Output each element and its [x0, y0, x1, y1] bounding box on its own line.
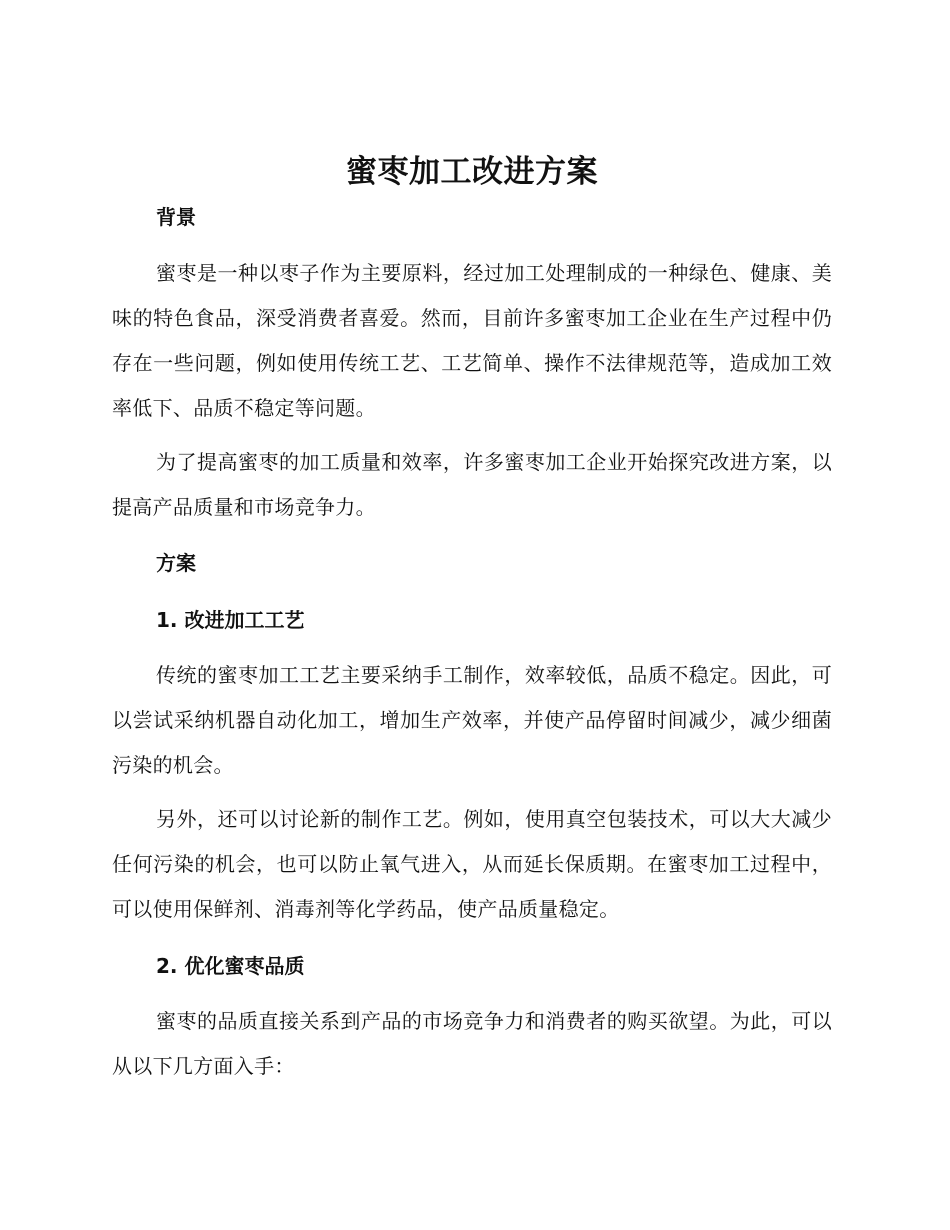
paragraph-improve-process-2: 另外，还可以讨论新的制作工艺。例如，使用真空包装技术，可以大大减少任何污染的机会，也可以防止氧气进入，从而延长保质期。在蜜枣加工过程中，可以使用保鲜剂、消毒剂等化学药品，使产品质量稳定。 [112, 807, 832, 921]
document-page [112, 146, 832, 1089]
subsection-heading-optimize-quality: 2. 优化蜜枣品质 [156, 954, 305, 978]
paragraph-improve-process-1: 传统的蜜枣加工工艺主要采纳手工制作，效率较低，品质不稳定。因此，可以尝试采纳机器自动化加工，增加生产效率，并使产品停留时间减少，减少细菌污染的机会。 [112, 663, 832, 777]
section-heading-background: 背景 [156, 205, 196, 229]
document-title: 蜜枣加工改进方案 [346, 154, 598, 190]
paragraph-background-1: 蜜枣是一种以枣子作为主要原料，经过加工处理制成的一种绿色、健康、美味的特色食品，深受消费者喜爱。然而，目前许多蜜枣加工企业在生产过程中仍存在一些问题，例如使用传统工艺、工艺简单、操作不法律规范等，造成加工效率低下、品质不稳定等问题。 [112, 261, 832, 420]
paragraph-optimize-quality-1: 蜜枣的品质直接关系到产品的市场竞争力和消费者的购买欲望。为此，可以从以下几方面入手： [112, 1009, 832, 1078]
paragraph-background-2: 为了提高蜜枣的加工质量和效率，许多蜜枣加工企业开始探究改进方案，以提高产品质量和市场竞争力。 [112, 450, 832, 519]
section-heading-plan: 方案 [156, 551, 196, 575]
subsection-heading-improve-process: 1. 改进加工工艺 [156, 608, 305, 632]
